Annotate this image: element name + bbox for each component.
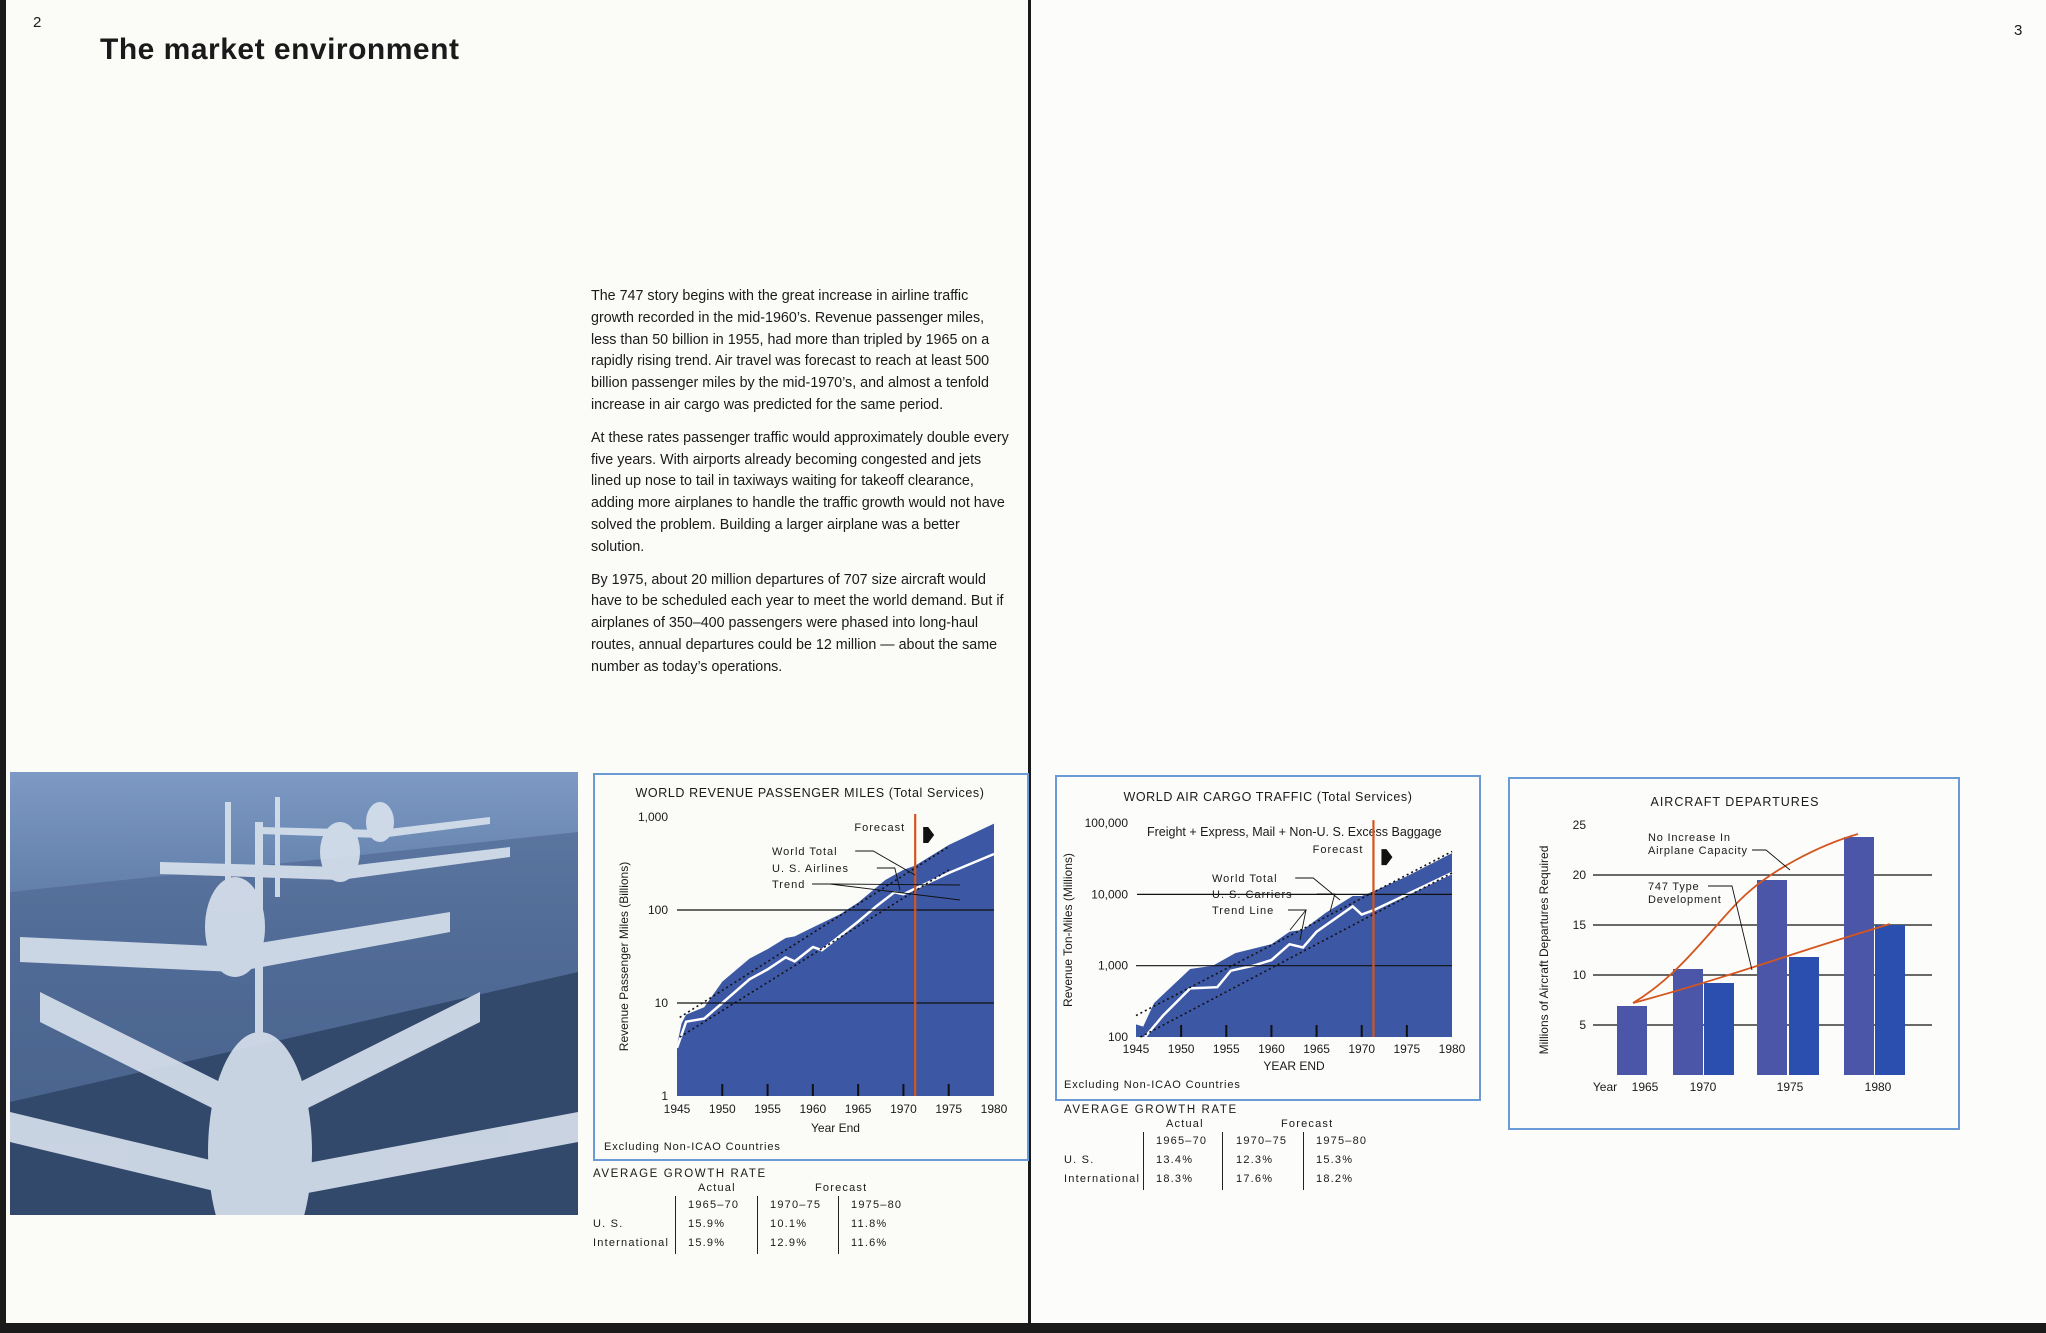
- x-tick-label: 1975: [1393, 1042, 1421, 1056]
- x-tick-label: 1970: [890, 1102, 917, 1116]
- x-tick-label: 1960: [799, 1102, 827, 1116]
- period-header: 1965–70: [1156, 1135, 1208, 1147]
- annotation-leader: [1295, 878, 1340, 900]
- series-annotation: U. S. Airlines: [772, 863, 849, 875]
- row-label: U. S.: [1064, 1154, 1095, 1166]
- x-tick-label: 1975: [1776, 1080, 1804, 1094]
- series-annotation: World Total: [772, 846, 838, 858]
- y-tick-label: 100: [647, 903, 668, 917]
- x-tick-label: 1970: [1348, 1042, 1376, 1056]
- chart-note: Excluding Non-ICAO Countries: [1064, 1079, 1241, 1091]
- bar-747: [1789, 957, 1819, 1075]
- y-tick-label: 1,000: [1097, 958, 1128, 973]
- page-number-left: 2: [33, 14, 42, 31]
- rate-cell: 10.1%: [770, 1218, 808, 1230]
- chart-title: WORLD AIR CARGO TRAFFIC (Total Services): [1123, 790, 1413, 804]
- x-tick-label: 1980: [1864, 1080, 1892, 1094]
- row-label: U. S.: [593, 1218, 624, 1230]
- chart-title: AIRCRAFT DEPARTURES: [1650, 795, 1820, 809]
- series-annotation: Development: [1648, 894, 1722, 906]
- forecast-arrow-icon: [923, 827, 934, 843]
- bar-747: [1875, 925, 1905, 1075]
- period-header: 1970–75: [770, 1199, 822, 1211]
- y-tick-label: 15: [1572, 918, 1586, 932]
- rate-cell: 15.9%: [688, 1237, 726, 1249]
- annotation-leader: [1288, 910, 1306, 930]
- x-tick-label: 1965: [1303, 1042, 1330, 1056]
- rate-cell: 13.4%: [1156, 1154, 1194, 1166]
- period-header: 1970–75: [1236, 1135, 1288, 1147]
- row-label: International: [1064, 1173, 1141, 1185]
- rate-cell: 15.3%: [1316, 1154, 1354, 1166]
- y-tick-label: 5: [1579, 1018, 1586, 1032]
- column-divider: [1143, 1132, 1144, 1190]
- bar-747: [1704, 983, 1734, 1075]
- period-header: 1965–70: [688, 1199, 740, 1211]
- period-header: 1975–80: [1316, 1135, 1368, 1147]
- forecast-arrow-icon: [1381, 849, 1392, 865]
- column-divider: [757, 1196, 758, 1254]
- series-annotation: U. S. Carriers: [1212, 889, 1293, 901]
- column-divider: [675, 1196, 676, 1254]
- paragraph: At these rates passenger traffic would approximately double every five years. With airports already becoming congested and jets lined up nose to tail in taxiways waiting for takeoff clearance, adding more airplanes to handle the traffic growth would not have solved the problem. Building a larger airplane was a better solution.: [591, 429, 1009, 555]
- row-label: International: [593, 1237, 670, 1249]
- paragraph: The 747 story begins with the great increase in airline traffic growth recorded in the mid-1960’s. Revenue passenger miles, less than 50 billion in 1955, had more than tripled by 1965 on a rapidly rising trend. Air travel was forecast to reach at least 500 billion passenger miles by the mid-1970’s, and almost a tenfold increase in air cargo was predicted for the same period.: [591, 288, 990, 413]
- rate-cell: 17.6%: [1236, 1173, 1274, 1185]
- x-tick-label: 1960: [1258, 1042, 1285, 1056]
- table-title: AVERAGE GROWTH RATE: [1064, 1104, 1238, 1116]
- bar-no-increase: [1617, 1006, 1647, 1075]
- page-number-right: 3: [2014, 22, 2023, 39]
- y-axis-label: Revenue Ton-Miles (Millions): [1061, 853, 1075, 1007]
- rate-cell: 18.3%: [1156, 1173, 1194, 1185]
- y-tick-label: 100: [1107, 1030, 1128, 1044]
- y-axis-label: Millions of Aircraft Departures Required: [1537, 845, 1551, 1055]
- series-annotation: World Total: [1212, 873, 1278, 885]
- x-axis-label: Year: [1592, 1080, 1618, 1094]
- bar-no-increase: [1757, 880, 1787, 1075]
- series-annotation: 747 Type: [1648, 881, 1700, 893]
- y-tick-label: 10: [1572, 968, 1586, 982]
- y-tick-label: 1: [661, 1089, 668, 1103]
- forecast-header: Forecast: [1281, 1118, 1334, 1130]
- x-tick-label: 1945: [663, 1102, 691, 1116]
- rate-cell: 15.9%: [688, 1218, 726, 1230]
- y-tick-label: 1,000: [637, 810, 668, 824]
- rate-cell: 12.9%: [770, 1237, 808, 1249]
- bar-no-increase: [1844, 837, 1874, 1075]
- column-divider: [1222, 1132, 1223, 1190]
- rate-cell: 12.3%: [1236, 1154, 1274, 1166]
- x-tick-label: 1970: [1689, 1080, 1717, 1094]
- x-tick-label: 1975: [935, 1102, 963, 1116]
- y-tick-label: 10: [654, 996, 668, 1010]
- rate-cell: 11.8%: [851, 1218, 888, 1230]
- series-annotation: Trend: [772, 879, 806, 891]
- forecast-header: Forecast: [815, 1182, 868, 1194]
- y-tick-label: 20: [1572, 868, 1586, 882]
- x-tick-label: 1950: [708, 1102, 736, 1116]
- y-tick-label: 100,000: [1084, 816, 1128, 831]
- x-axis-label: YEAR END: [1263, 1059, 1325, 1073]
- series-annotation: Trend Line: [1212, 905, 1275, 917]
- x-tick-label: 1965: [1631, 1080, 1659, 1094]
- chart-subtitle: Freight + Express, Mail + Non-U. S. Excess Baggage: [1147, 825, 1442, 839]
- paragraph: By 1975, about 20 million departures of 707 size aircraft would have to be scheduled each year to meet the world demand. But if airplanes of 350–400 passengers were phased into long-haul routes, annual departures could be 12 million — about the same number as today’s operations.: [591, 571, 1004, 675]
- y-tick-label: 10,000: [1091, 887, 1128, 902]
- actual-header: Actual: [698, 1182, 736, 1194]
- period-header: 1975–80: [851, 1199, 903, 1211]
- actual-header: Actual: [1166, 1118, 1204, 1130]
- chart-note: Excluding Non-ICAO Countries: [604, 1141, 781, 1153]
- forecast-label: Forecast: [1312, 844, 1364, 857]
- column-divider: [838, 1196, 839, 1254]
- y-axis-label: Revenue Passenger Miles (Billions): [617, 861, 631, 1052]
- series-annotation: No Increase In: [1648, 832, 1731, 844]
- rate-cell: 11.6%: [851, 1237, 888, 1249]
- x-tick-label: 1980: [980, 1102, 1008, 1116]
- series-annotation: Airplane Capacity: [1648, 845, 1748, 857]
- x-tick-label: 1955: [1212, 1042, 1240, 1056]
- rate-cell: 18.2%: [1316, 1173, 1354, 1185]
- chart-title: WORLD REVENUE PASSENGER MILES (Total Services): [635, 786, 985, 800]
- y-tick-label: 25: [1572, 818, 1586, 832]
- x-tick-label: 1955: [754, 1102, 781, 1116]
- x-tick-label: 1950: [1167, 1042, 1195, 1056]
- forecast-label: Forecast: [854, 822, 906, 834]
- x-tick-label: 1965: [844, 1102, 872, 1116]
- page-title: The market environment: [100, 33, 460, 66]
- x-tick-label: 1980: [1438, 1042, 1466, 1056]
- table-title: AVERAGE GROWTH RATE: [593, 1168, 767, 1180]
- column-divider: [1303, 1132, 1304, 1190]
- no-increase-curve: [1633, 834, 1858, 1003]
- x-tick-label: 1945: [1122, 1042, 1150, 1056]
- x-axis-label: Year End: [811, 1121, 860, 1135]
